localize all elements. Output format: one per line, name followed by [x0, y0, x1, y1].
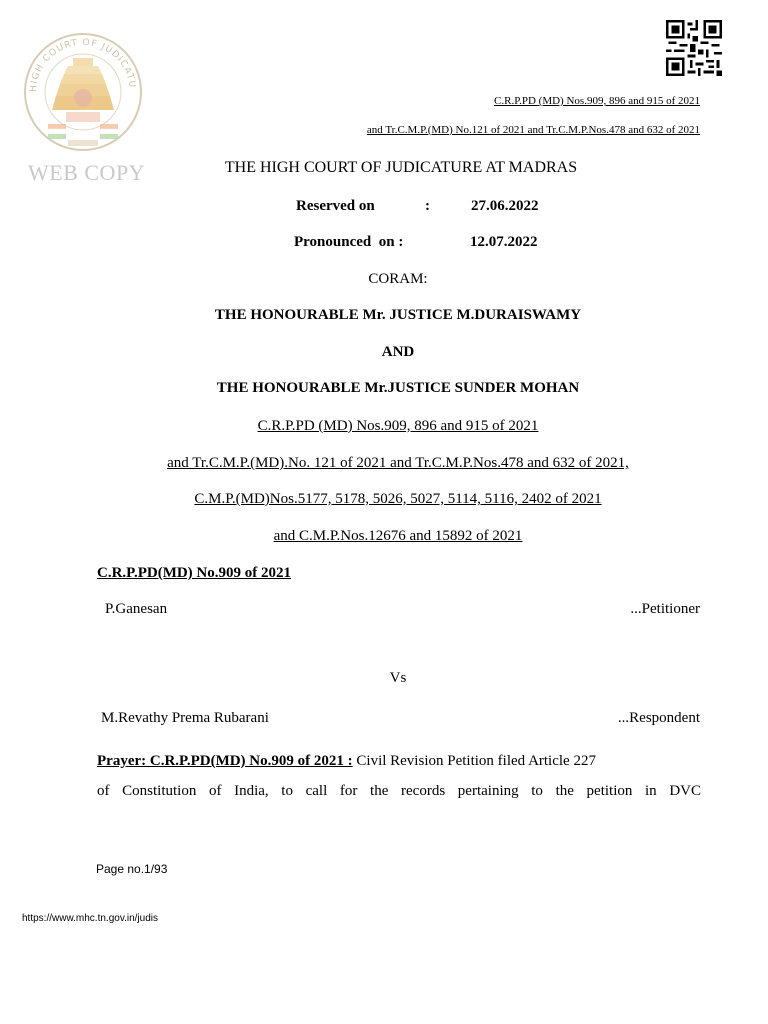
- emblem-icon: [18, 24, 148, 160]
- versus: Vs: [389, 670, 407, 686]
- header-case-ref-line1: C.R.P.PD (MD) Nos.909, 896 and 915 of 2021: [494, 95, 700, 107]
- pronounced-label: Pronounced on :: [294, 234, 404, 250]
- judge-2: THE HONOURABLE Mr.JUSTICE SUNDER MOHAN: [216, 380, 580, 396]
- prayer-text-line1: Civil Revision Petition filed Article 227: [352, 753, 596, 769]
- web-copy-watermark: WEB COPY: [28, 160, 146, 185]
- header-case-ref-line2: and Tr.C.M.P.(MD) No.121 of 2021 and Tr.C.M.P.Nos.478 and 632 of 2021: [366, 124, 700, 136]
- prayer-paragraph: [97, 746, 701, 806]
- pronounced-date: 12.07.2022: [470, 234, 538, 250]
- court-emblem-watermark: [18, 24, 148, 160]
- case-line-1: C.R.P.PD (MD) Nos.909, 896 and 915 of 2021: [257, 418, 539, 434]
- page-number: Page no.1/93: [96, 862, 168, 876]
- prayer-label: Prayer: C.R.P.PD(MD) No.909 of 2021 :: [97, 753, 353, 769]
- case-line-2: and Tr.C.M.P.(MD).No. 121 of 2021 and Tr.C.M.P.Nos.478 and 632 of 2021,: [167, 455, 629, 471]
- respondent-name: M.Revathy Prema Rubarani: [101, 710, 269, 726]
- coram-heading: CORAM:: [368, 271, 428, 287]
- reserved-date: 27.06.2022: [471, 198, 539, 214]
- judge-1: THE HONOURABLE Mr. JUSTICE M.DURAISWAMY: [214, 307, 582, 323]
- court-title: THE HIGH COURT OF JUDICATURE AT MADRAS: [224, 159, 578, 176]
- reserved-label: Reserved on: [296, 198, 375, 214]
- qr-code-icon: [664, 20, 724, 76]
- source-url[interactable]: https://www.mhc.tn.gov.in/judis: [22, 913, 158, 924]
- and-word: AND: [381, 344, 415, 360]
- case-heading: C.R.P.PD(MD) No.909 of 2021: [97, 565, 292, 581]
- petitioner-role: ...Petitioner: [630, 601, 700, 617]
- reserved-colon: :: [425, 198, 430, 214]
- emblem-ring-text: HIGH COURT OF JUDICATU: [28, 37, 137, 93]
- case-line-4: and C.M.P.Nos.12676 and 15892 of 2021: [273, 528, 523, 544]
- qr-code: [664, 20, 724, 76]
- prayer-text-line2: of Constitution of India, to call for the records pertaining to the petition in DVC: [97, 783, 701, 799]
- case-line-3: C.M.P.(MD)Nos.5177, 5178, 5026, 5027, 5114, 5116, 2402 of 2021: [194, 491, 602, 507]
- respondent-role: ...Respondent: [617, 710, 700, 726]
- petitioner-name: P.Ganesan: [105, 601, 168, 617]
